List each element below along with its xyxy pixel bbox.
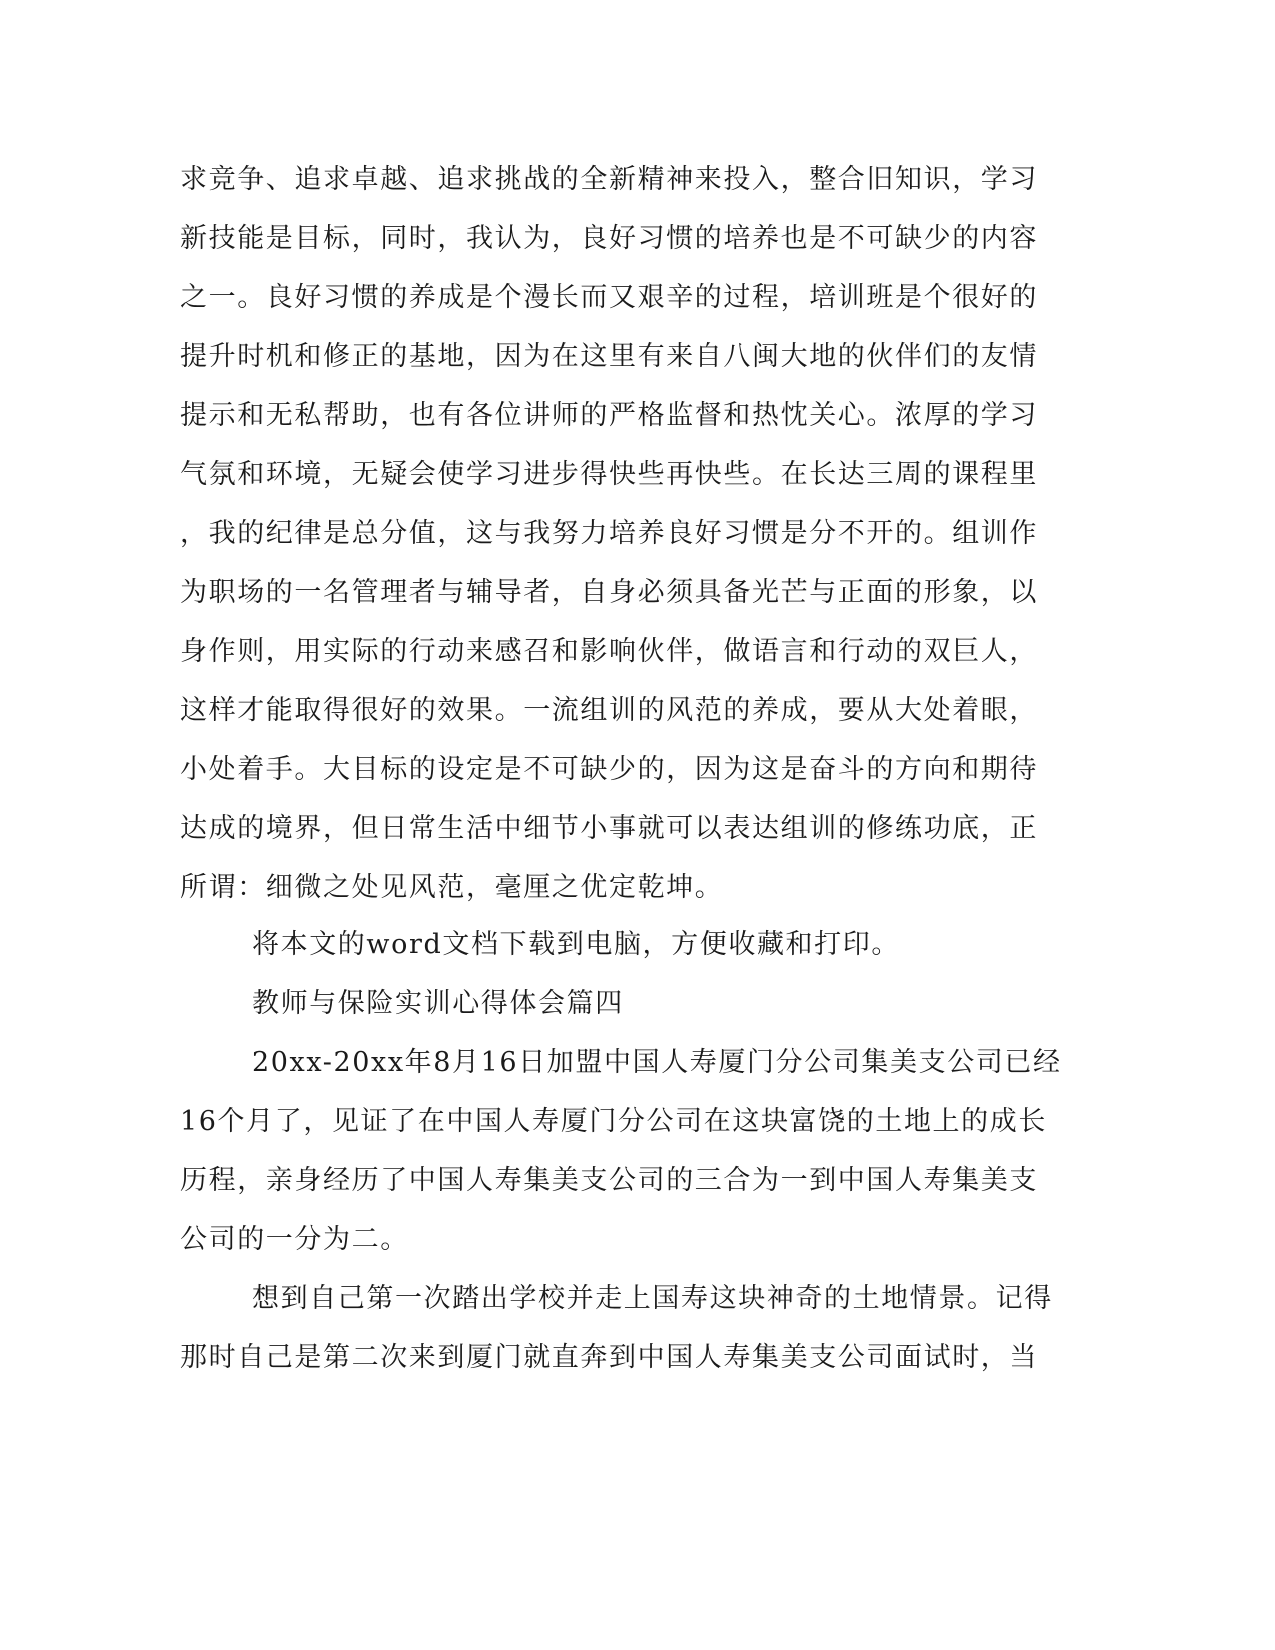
- text-line: 身作则，用实际的行动来感召和影响伙伴，做语言和行动的双巨人，: [180, 636, 1038, 667]
- text-line: 20xx-20xx年8月16日加盟中国人寿厦门分公司集美支公司已经: [252, 1047, 1062, 1078]
- text-line: 为职场的一名管理者与辅导者，自身必须具备光芒与正面的形象，以: [180, 577, 1038, 608]
- section-heading: 教师与保险实训心得体会篇四: [252, 988, 624, 1019]
- text-line: 历程，亲身经历了中国人寿集美支公司的三合为一到中国人寿集美支: [180, 1165, 1038, 1196]
- text-line: 这样才能取得很好的效果。一流组训的风范的养成，要从大处着眼，: [180, 695, 1038, 726]
- text-line: 16个月了，见证了在中国人寿厦门分公司在这块富饶的土地上的成长: [180, 1106, 1047, 1137]
- text-line: 新技能是目标，同时，我认为，良好习惯的培养也是不可缺少的内容: [180, 223, 1038, 254]
- text-line: ，我的纪律是总分值，这与我努力培养良好习惯是分不开的。组训作: [180, 518, 1038, 549]
- text-line: 之一。良好习惯的养成是个漫长而又艰辛的过程，培训班是个很好的: [180, 282, 1038, 313]
- text-line: 提示和无私帮助，也有各位讲师的严格监督和热忱关心。浓厚的学习: [180, 400, 1038, 431]
- text-line: 求竞争、追求卓越、追求挑战的全新精神来投入，整合旧知识，学习: [180, 164, 1038, 195]
- text-line: 那时自己是第二次来到厦门就直奔到中国人寿集美支公司面试时，当: [180, 1342, 1038, 1373]
- text-line: 提升时机和修正的基地，因为在这里有来自八闽大地的伙伴们的友情: [180, 341, 1038, 372]
- text-line: 达成的境界，但日常生活中细节小事就可以表达组训的修练功底，正: [180, 813, 1038, 844]
- download-note: 将本文的word文档下载到电脑，方便收藏和打印。: [252, 929, 900, 960]
- text-line: 气氛和环境，无疑会使学习进步得快些再快些。在长达三周的课程里: [180, 459, 1038, 490]
- text-line: 所谓：细微之处见风范，毫厘之优定乾坤。: [180, 872, 724, 903]
- text-line: 想到自己第一次踏出学校并走上国寿这块神奇的土地情景。记得: [252, 1283, 1053, 1314]
- text-line: 公司的一分为二。: [180, 1224, 409, 1255]
- text-line: 小处着手。大目标的设定是不可缺少的，因为这是奋斗的方向和期待: [180, 754, 1038, 785]
